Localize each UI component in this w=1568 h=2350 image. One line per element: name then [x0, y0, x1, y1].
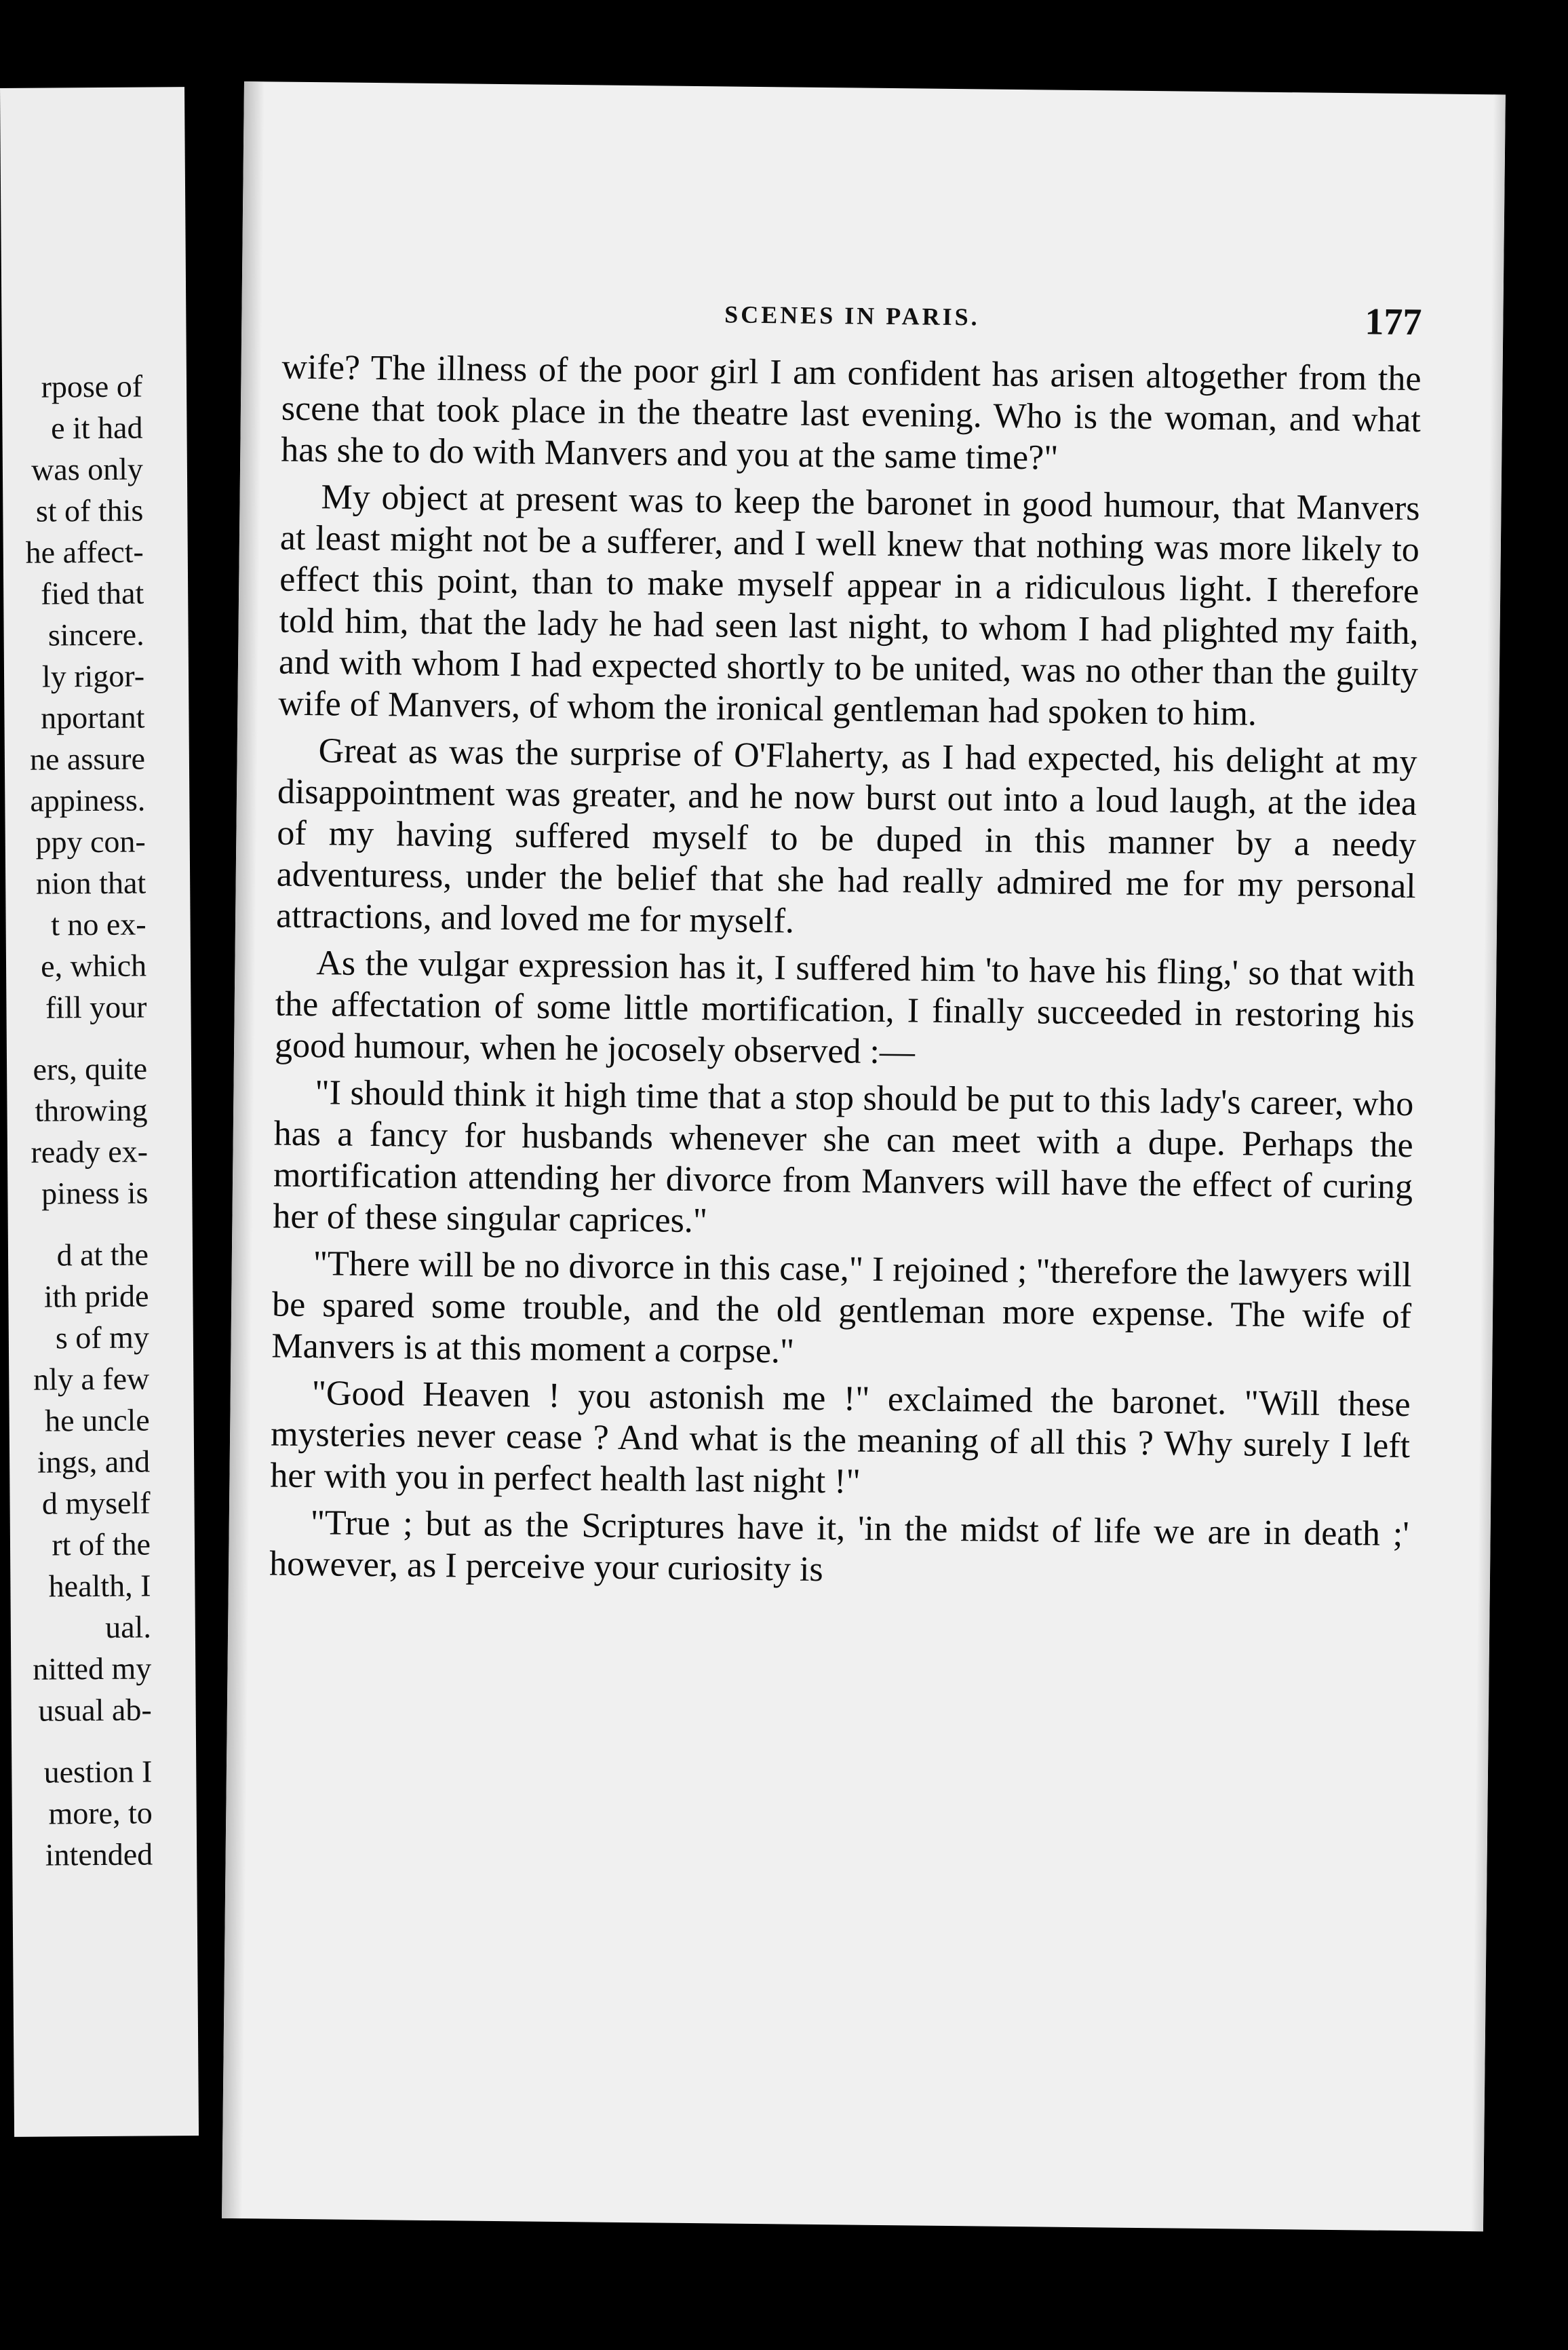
- left-line: usual ab-: [38, 1692, 152, 1728]
- left-line: throwing: [35, 1092, 148, 1128]
- paragraph: "I should think it high time that a stop should be put to this lady's career, who has a fancy for husbands whenever she can meet with a dupe. Perhaps the mortification attending her divorce from Manvers will have the effect of curing her of these singular caprices.": [273, 1073, 1414, 1241]
- paragraph: "Good Heaven ! you astonish me !" exclaimed the baronet. "Will these mysteries never cease ? And what is the meaning of all this ? Why surely I left her with you in perfect health last night !": [270, 1374, 1411, 1501]
- left-line: rt of the: [52, 1526, 151, 1562]
- paragraph: "True ; but as the Scriptures have it, 'in the midst of life we are in death ;' however, as I perceive your curiosity is: [269, 1503, 1409, 1590]
- left-line: nportant: [41, 699, 145, 735]
- running-head: [282, 289, 1422, 349]
- paragraph: My object at present was to keep the baronet in good humour, that Manvers at least might not be a sufferer, and I well knew that nothing was more likely to effect this point, than to make myself appear in a ridiculous light. I therefore told him, that the lady he had seen last night, to whom I had plighted my faith, and with whom I had expected shortly to be united, was no other than the guilty wife of Manvers, of whom the ironical gentleman had spoken to him.: [278, 478, 1420, 733]
- left-line: he uncle: [45, 1402, 150, 1438]
- left-line: d at the: [56, 1237, 149, 1273]
- page-edge-shadow: [1471, 94, 1506, 2231]
- left-line: he affect-: [25, 534, 144, 570]
- left-line: ith pride: [43, 1278, 149, 1314]
- left-line: more, to: [48, 1795, 153, 1831]
- left-line: nion that: [35, 865, 146, 901]
- left-facing-page: [0, 87, 199, 2137]
- left-line: st of this: [35, 493, 144, 528]
- left-line: ready ex-: [31, 1134, 149, 1170]
- left-line: rpose of: [41, 368, 143, 404]
- left-line: was only: [31, 451, 144, 487]
- left-line: ppy con-: [35, 824, 146, 860]
- paragraph: Great as was the surprise of O'Flaherty, as I had expected, his delight at my disappointment was greater, and he now burst out into a loud laugh, at the idea of my having suffered myself to be duped in this manner by a needy adventuress, under the belief that she had really admired me for my personal attractions, and loved me for myself.: [275, 731, 1417, 941]
- left-line: d myself: [41, 1485, 151, 1521]
- spine-shadow: [222, 81, 264, 2218]
- left-line: intended: [45, 1836, 153, 1872]
- left-line: uestion I: [43, 1754, 153, 1790]
- paragraph: wife? The illness of the poor girl I am confident has arisen altogether from the scene that took place in the theatre last evening. Who is the woman, and what has she to do with Manvers and you at the same time?": [281, 347, 1422, 478]
- left-line: s of my: [55, 1320, 150, 1355]
- left-line: piness is: [41, 1175, 149, 1211]
- left-line: fied that: [41, 575, 144, 611]
- left-line: e it had: [50, 410, 143, 446]
- right-page: [222, 81, 1506, 2231]
- page-body-text: [269, 347, 1422, 1602]
- left-line: ings, and: [37, 1444, 151, 1480]
- left-line: ers, quite: [33, 1051, 148, 1087]
- page-number: 177: [1365, 301, 1422, 344]
- running-title: SCENES IN PARIS.: [724, 301, 980, 331]
- left-line: ly rigor-: [41, 658, 145, 694]
- paragraph: As the vulgar expression has it, I suffered him 'to have his fling,' so that with the affectation of some little mortification, I finally succeeded in restoring his good humour, when he jocosely observed :—: [274, 944, 1415, 1072]
- left-line: ual.: [104, 1609, 152, 1644]
- left-line: ne assure: [29, 741, 146, 777]
- left-line: fill your: [45, 989, 147, 1025]
- left-line: nly a few: [33, 1361, 150, 1397]
- left-page-text-fragments: [0, 366, 153, 1879]
- left-line: appiness.: [30, 782, 146, 818]
- left-line: t no ex-: [50, 906, 146, 942]
- left-line: e, which: [41, 948, 147, 984]
- left-line: health, I: [48, 1568, 151, 1604]
- left-line: sincere.: [47, 617, 144, 653]
- left-line: nitted my: [33, 1651, 152, 1687]
- paragraph: "There will be no divorce in this case," I rejoined ; "therefore the lawyers will be spared some trouble, and the old gentleman more expense. The wife of Manvers is at this moment a corpse.": [271, 1244, 1412, 1371]
